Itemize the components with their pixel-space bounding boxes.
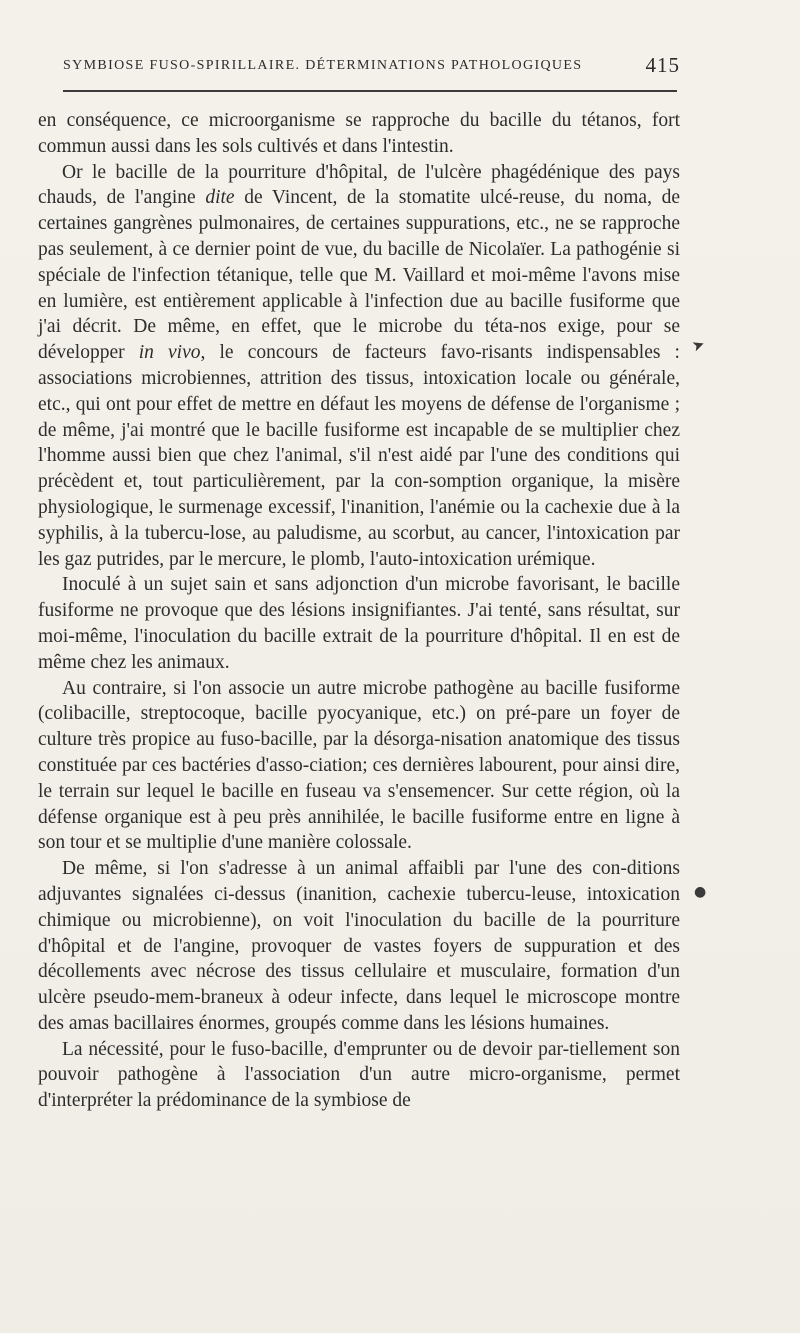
body-text bbox=[38, 108, 680, 1114]
paragraph-text: Au contraire, si l'on associe un autre microbe pathogène au bacille fusiforme (colibacille, streptocoque, bacille pyocyanique, etc.) on pré-pare un foyer de culture très propice au fuso-bacille, par la désorga-nisation anatomique des tissus constituée par ces bactéries d'asso-ciation; ces dernières labourent, pour ainsi dire, le terrain sur lequel le bacille en fuseau va s'ensemencer. Sur cette région, où la défense organique est à peu près annihilée, le bacille fusiforme entre en ligne à son tour et se multiplie d'une manière colossale. bbox=[38, 677, 680, 854]
ink-blot-icon: ● bbox=[694, 884, 707, 900]
paragraph-text: de Vincent, de la stomatite ulcé-reuse, du noma, de certaines gangrènes pulmonaires, de certaines suppurations, etc., ne se rapproche pas seulement, à ce dernier point de vue, du bacille de Nicolaïer. La pathogénie si spéciale de l'infection tétanique, telle que M. Vaillard et moi-même l'avons mise en lumière, est entièrement applicable à l'infection due au bacille fusiforme que j'ai décrit. De même, en effet, que le microbe du téta-nos exige, pour se développer bbox=[38, 187, 680, 364]
margin-mark-arrow-icon: ➤ bbox=[689, 334, 708, 356]
header-rule bbox=[63, 90, 677, 92]
paragraph bbox=[38, 1037, 680, 1114]
paragraph bbox=[38, 572, 680, 675]
running-header bbox=[63, 53, 683, 80]
page-number: 415 bbox=[645, 53, 680, 77]
italic-text: in vivo bbox=[138, 342, 201, 364]
paragraph-text: Inoculé à un sujet sain et sans adjonction d'un microbe favorisant, le bacille fusiforme ne provoque que des lésions insignifiantes. J'ai tenté, sans résultat, sur moi-même, l'inoculation du bacille extrait de la pourriture d'hôpital. Il en est de même chez les animaux. bbox=[38, 574, 680, 673]
paragraph bbox=[38, 676, 680, 857]
paragraph-text: De même, si l'on s'adresse à un animal affaibli par l'une des con-ditions adjuvantes signalées ci-dessus (inanition, cachexie tubercu-leuse, intoxication chimique ou microbienne), on voit l'inoculation du bacille de la pourriture d'hôpital et de l'angine, provoquer de vastes foyers de suppuration et des décollements avec nécrose des tissus cellulaire et musculaire, formation d'un ulcère pseudo-mem-braneux à odeur infecte, dans lequel le microscope montre des amas bacillaires énormes, groupés comme dans les lésions humaines. bbox=[38, 858, 680, 1034]
paragraph-text: La nécessité, pour le fuso-bacille, d'emprunter ou de devoir par-tiellement son pouvoir pathogène à l'association d'un autre micro-organisme, permet d'interpréter la prédominance de la symbiose de bbox=[38, 1038, 680, 1112]
paragraph-text: en conséquence, ce microorganisme se rapproche du bacille du tétanos, fort commun aussi dans les sols cultivés et dans l'intestin. bbox=[38, 110, 680, 157]
paragraph-text: Or le bacille de la pourriture d'hôpital, de l'ulcère phagédénique des pays chauds, de l'angine bbox=[38, 161, 680, 209]
paragraph bbox=[38, 856, 680, 1037]
paragraph-text: , le concours de facteurs favo-risants indispensables : associations microbiennes, attrition des tissus, intoxication locale ou générale, etc., qui ont pour effet de mettre en défaut les moyens de défense de l'organisme ; de même, j'ai montré que le bacille fusiforme est incapable de se multiplier chez l'homme aussi bien que chez l'animal, s'il n'est aidé par l'une des conditions qui précèdent et, tout particulièrement, par la con-somption organique, la misère physiologique, le surmenage excessif, l'inanition, l'anémie ou la cachexie due à la syphilis, à la tubercu-lose, au paludisme, au scorbut, au cancer, l'intoxication par les gaz putrides, par le mercure, le plomb, l'auto-intoxication urémique. bbox=[38, 342, 680, 570]
paragraph bbox=[38, 108, 680, 160]
running-title: SYMBIOSE FUSO-SPIRILLAIRE. DÉTERMINATIONS PATHOLOGIQUES bbox=[63, 58, 583, 73]
italic-text: dite bbox=[205, 187, 235, 209]
paragraph bbox=[38, 160, 680, 573]
